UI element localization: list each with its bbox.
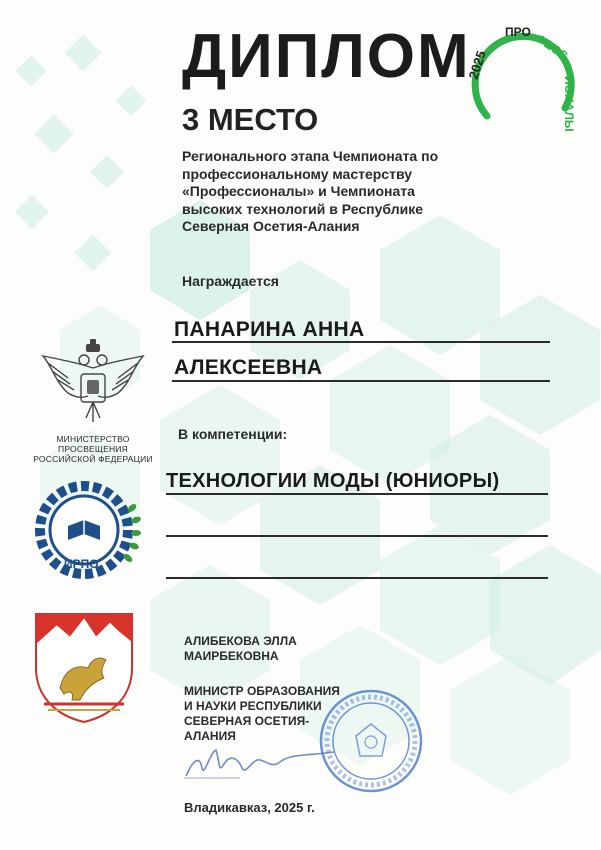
signer-name-line2: МАИРБЕКОВНА (184, 649, 279, 663)
signer-position-line1: МИНИСТР ОБРАЗОВАНИЯ (184, 684, 340, 698)
ossetia-coat-of-arms-icon (30, 608, 138, 726)
ministry-caption-line2: РОССИЙСКОЙ ФЕДЕРАЦИИ (33, 454, 153, 464)
awarded-label: Награждается (182, 273, 279, 289)
recipient-name-line2: АЛЕКСЕЕВНА (174, 356, 323, 379)
irpo-logo-icon (28, 478, 144, 582)
recipient-underline-1 (172, 341, 550, 343)
city-year: Владикавказ, 2025 г. (184, 800, 315, 815)
signer-position-line2: И НАУКИ РЕСПУБЛИКИ (184, 699, 322, 713)
signer-position-line3: СЕВЕРНАЯ ОСЕТИЯ- (184, 714, 310, 728)
competence-name: ТЕХНОЛОГИИ МОДЫ (ЮНИОРЫ) (166, 470, 500, 492)
competence-underline-1 (166, 493, 548, 495)
competence-underline-3 (166, 577, 548, 579)
signer-position-line4: АЛАНИЯ (184, 729, 236, 743)
svg-text:ФЕСС: ФЕСС (533, 30, 571, 63)
event-description: Регионального этапа Чемпионата по профессиональному мастерству «Профессионалы» и Чемпионата высоких технологий в Республике Северная Осетия-Алания (182, 148, 439, 234)
place-heading: 3 МЕСТО (182, 102, 319, 137)
ministry-caption (28, 434, 158, 464)
irpo-text: ИРПО (64, 557, 99, 571)
ministry-caption-line1: МИНИСТЕРСТВО ПРОСВЕЩЕНИЯ (56, 434, 130, 454)
signer-name (184, 634, 297, 664)
competence-underline-2 (166, 535, 548, 537)
signature-icon (180, 738, 340, 788)
svg-text:ПРО: ПРО (505, 25, 531, 39)
professionals-logo-icon (465, 18, 580, 133)
recipient-name-line1: ПАНАРИНА АННА (174, 318, 365, 341)
recipient-underline-2 (172, 380, 550, 382)
svg-text:2025: 2025 (465, 48, 489, 81)
eagle-emblem-icon (38, 338, 148, 430)
svg-text:ИОНАЛЫ: ИОНАЛЫ (562, 76, 576, 132)
diploma-title: ДИПЛОМ (182, 22, 471, 91)
competence-label: В компетенции: (178, 426, 288, 442)
signer-name-line1: АЛИБЕКОВА ЭЛЛА (184, 634, 297, 648)
